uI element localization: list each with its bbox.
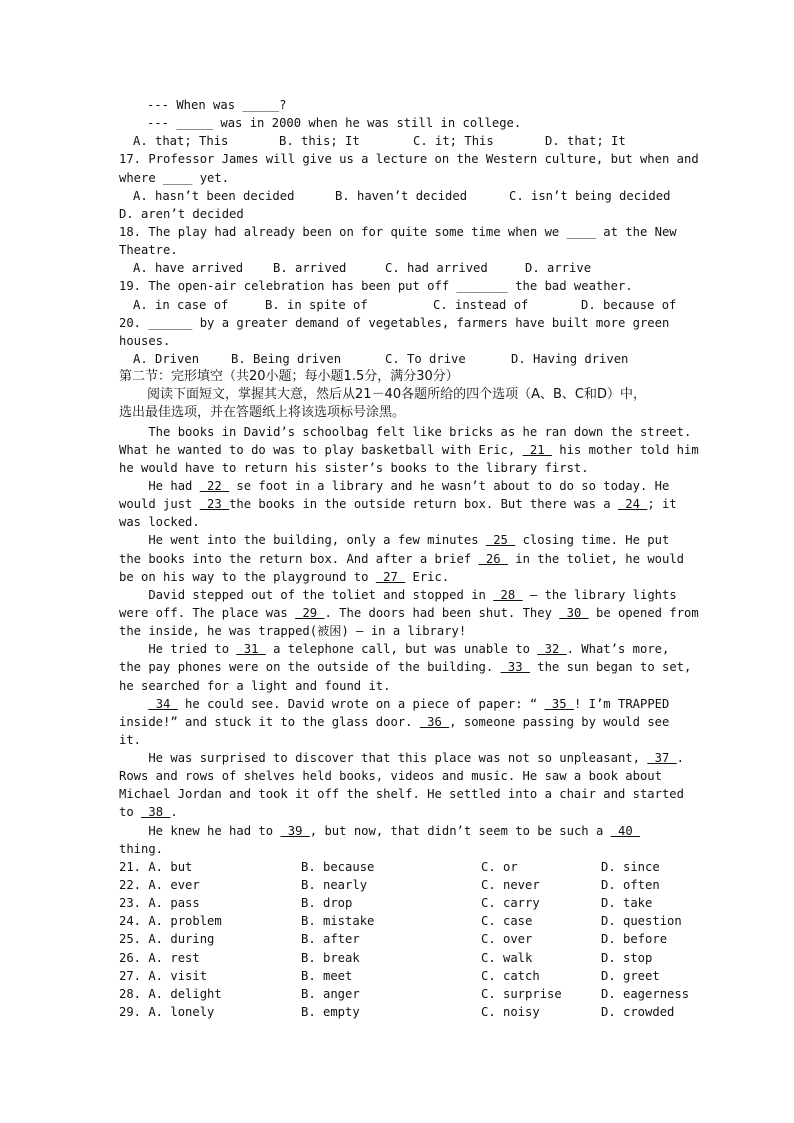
option: C. it; This: [413, 134, 494, 149]
q19-line1: 19. The open-air celebration has been put off _______ the bad weather.: [119, 279, 633, 294]
passage-text: the inside, he was trapped(被困) — in a library!: [119, 624, 467, 639]
answer-option: C. surprise: [481, 986, 562, 1001]
passage-text: Michael Jordan and took it off the shelf. He settled into a chair and started: [119, 787, 684, 802]
passage-line: [119, 713, 675, 731]
passage-text: it.: [119, 732, 142, 747]
section-title: 第二节：完形填空（共20小题；每小题1.5分，满分30分）: [119, 369, 459, 385]
passage-line: [119, 604, 699, 622]
option: B. arrived: [273, 261, 347, 276]
answer-option: B. anger: [301, 986, 360, 1001]
passage-text: He knew he had to: [119, 823, 281, 838]
q18-options: [119, 259, 675, 277]
answer-option: D. since: [601, 859, 660, 874]
passage-line: [119, 550, 685, 568]
answer-option: C. catch: [481, 968, 540, 983]
answer-option: C. never: [481, 878, 540, 893]
answer-option: 29. A. lonely: [119, 1005, 215, 1020]
blank-number: 25: [485, 533, 516, 548]
answer-row: [119, 949, 675, 967]
blank-number: 26: [478, 551, 508, 566]
passage-line: [119, 658, 692, 676]
blank-number: 23: [199, 497, 230, 512]
answer-row: [119, 858, 675, 876]
passage-text: the sun began to set,: [529, 660, 692, 675]
option: A. that; This: [133, 134, 229, 149]
q20-line1: 20. ______ by a greater demand of vegetables, farmers have built more green: [119, 315, 670, 330]
blank-number: 28: [493, 587, 523, 602]
answer-option: B. mistake: [301, 914, 375, 929]
passage-line: [119, 513, 675, 531]
option: A. hasn’t been decided: [133, 188, 295, 203]
option: D. that; It: [545, 134, 626, 149]
q16-line2: --- _____ was in 2000 when he was still in college.: [147, 116, 522, 131]
passage-text: was locked.: [119, 515, 200, 530]
answer-option: C. case: [481, 914, 533, 929]
passage-text: The books in David’s schoolbag felt like bricks as he ran down the street.: [119, 424, 692, 439]
answer-option: B. because: [301, 859, 375, 874]
passage-line: [119, 495, 675, 513]
blank-number: 31: [236, 642, 266, 657]
blank-number: 30: [559, 605, 589, 620]
passage-text: — the library lights: [522, 587, 677, 602]
blank-number: 24: [617, 497, 648, 512]
option: B. in spite of: [265, 297, 368, 312]
passage-line: [119, 531, 675, 549]
blank-number: 39: [280, 823, 310, 838]
passage-line: [119, 677, 675, 695]
answer-row: [119, 894, 675, 912]
answer-row: [119, 876, 675, 894]
answer-option: 28. A. delight: [119, 986, 222, 1001]
answer-option: D. eagerness: [601, 986, 690, 1001]
answer-option: C. over: [481, 932, 533, 947]
passage-text: .: [170, 805, 178, 820]
answer-option: 25. A. during: [119, 932, 215, 947]
option: B. this; It: [279, 134, 360, 149]
answer-option: D. crowded: [601, 1005, 675, 1020]
answer-options: [119, 858, 690, 1021]
answer-option: B. after: [301, 932, 360, 947]
passage-line: [119, 785, 684, 803]
answer-option: 23. A. pass: [119, 896, 200, 911]
passage-text: were off. The place was: [119, 605, 296, 620]
blank-number: 33: [500, 660, 530, 675]
q16-line1: --- When was _____?: [147, 98, 287, 112]
passage-line: [119, 731, 675, 749]
answer-row: [119, 985, 690, 1003]
answer-option: 24. A. problem: [119, 914, 222, 929]
answer-option: B. meet: [301, 968, 353, 983]
passage-text: David stepped out of the toliet and stopped in: [119, 587, 494, 602]
option: B. Being driven: [231, 351, 342, 366]
passage-line: [119, 568, 675, 586]
blank-number: 29: [295, 605, 325, 620]
passage-text: He tried to: [119, 642, 237, 657]
blank-number: 34: [148, 696, 178, 711]
option: C. had arrived: [385, 261, 488, 276]
answer-option: D. stop: [601, 950, 653, 965]
passage-text: the books in the outside return box. But there was a: [229, 497, 618, 512]
option: C. instead of: [433, 297, 529, 312]
passage-line: [119, 767, 675, 785]
passage-text: He went into the building, only a few minutes: [119, 533, 486, 548]
answer-option: B. drop: [301, 896, 353, 911]
answer-row: [119, 967, 675, 985]
passage-text: be opened from: [588, 605, 699, 620]
passage-text: would just: [119, 497, 200, 512]
passage-text: What he wanted to do was to play basketball with Eric,: [119, 442, 523, 457]
passage-text: the books into the return box. And after a brief: [119, 551, 479, 566]
passage-line: [119, 749, 685, 767]
passage-text: his mother told him: [551, 442, 699, 457]
passage-text: ! I’m TRAPPED: [573, 696, 670, 711]
passage-text: He had: [119, 478, 200, 493]
passage-line: [119, 822, 675, 840]
blank-number: 27: [375, 569, 406, 584]
answer-option: D. greet: [601, 968, 660, 983]
blank-number: 22: [199, 478, 230, 493]
passage-line: [119, 423, 692, 441]
answer-option: 21. A. but: [119, 859, 193, 874]
answer-row: [119, 930, 675, 948]
section-instruction-2: 选出最佳选项，并在答题纸上将该选项标号涂黑。: [119, 405, 406, 421]
answer-option: D. question: [601, 914, 682, 929]
option: A. have arrived: [133, 261, 244, 276]
passage-line: [119, 459, 675, 477]
passage-line: [119, 477, 675, 495]
passage-text: se foot in a library and he wasn’t about to do so today. He: [229, 478, 670, 493]
option: C. isn’t being decided: [509, 188, 671, 203]
passage-text: thing.: [119, 841, 164, 856]
q18-line2: Theatre.: [119, 243, 178, 258]
blank-number: 32: [537, 642, 567, 657]
answer-option: B. nearly: [301, 878, 368, 893]
q17-line1: 17. Professor James will give us a lecture on the Western culture, but when and: [119, 152, 699, 167]
passage-text: to: [119, 805, 142, 820]
passage-text: Rows and rows of shelves held books, videos and music. He saw a book about: [119, 769, 662, 784]
answer-option: D. before: [601, 932, 668, 947]
q20-options: [119, 350, 675, 368]
passage-line: [119, 622, 675, 640]
passage-line: [119, 441, 699, 459]
option: D. Having driven: [511, 351, 629, 366]
passage-text: . The doors had been shut. They: [324, 605, 560, 620]
answer-option: D. often: [601, 878, 660, 893]
answer-option: 27. A. visit: [119, 968, 208, 983]
answer-option: B. empty: [301, 1005, 360, 1020]
option: A. in case of: [133, 297, 229, 312]
blank-number: 35: [544, 696, 574, 711]
passage-text: inside!” and stuck it to the glass door.: [119, 714, 420, 729]
answer-option: C. walk: [481, 950, 533, 965]
passage-text: , someone passing by would see: [449, 714, 670, 729]
blank-number: 36: [419, 714, 450, 729]
blank-number: 21: [522, 442, 552, 457]
passage-line: [119, 840, 675, 858]
passage-text: , but now, that didn’t seem to be such a: [309, 823, 611, 838]
passage-text: Eric.: [405, 569, 450, 584]
passage-text: the pay phones were on the outside of the building.: [119, 660, 501, 675]
passage-text: he could see. David wrote on a piece of paper: “: [177, 696, 545, 711]
cloze-passage: [119, 423, 699, 858]
q17-option-d: D. aren’t decided: [119, 206, 244, 221]
passage-text: a telephone call, but was unable to: [265, 642, 538, 657]
passage-text: [119, 697, 148, 711]
answer-row: [119, 912, 682, 930]
answer-option: B. break: [301, 950, 360, 965]
answer-row: [119, 1003, 675, 1021]
answer-option: D. take: [601, 896, 653, 911]
option: C. To drive: [385, 351, 466, 366]
q20-line2: houses.: [119, 333, 171, 348]
passage-text: .: [676, 751, 685, 766]
answer-option: C. noisy: [481, 1005, 540, 1020]
q19-options: [119, 296, 675, 314]
passage-line: [119, 803, 675, 821]
q16-options: [119, 132, 675, 150]
passage-text: He was surprised to discover that this place was not so unpleasant,: [119, 751, 648, 766]
exam-page: [119, 96, 699, 1021]
answer-option: C. carry: [481, 896, 540, 911]
passage-text: . What’s more,: [566, 642, 670, 657]
option: D. arrive: [525, 261, 592, 276]
passage-text: ; it: [647, 497, 677, 512]
answer-option: C. or: [481, 859, 518, 874]
passage-text: he would have to return his sister’s books to the library first.: [119, 460, 589, 475]
option: D. because of: [581, 297, 677, 312]
q17-options: [119, 187, 675, 205]
answer-option: 22. A. ever: [119, 878, 200, 893]
blank-number: 38: [141, 805, 171, 820]
passage-line: [119, 640, 675, 658]
blank-number: 40: [610, 823, 640, 838]
option: B. haven’t decided: [335, 188, 468, 203]
passage-text: he searched for a light and found it.: [119, 678, 391, 693]
passage-text: be on his way to the playground to: [119, 569, 376, 584]
q18-line1: 18. The play had already been on for quite some time when we ____ at the New: [119, 224, 677, 239]
q17-line2: where ____ yet.: [119, 170, 230, 185]
blank-number: 37: [647, 751, 677, 766]
passage-text: closing time. He put: [515, 533, 670, 548]
option: A. Driven: [133, 351, 200, 366]
answer-option: 26. A. rest: [119, 950, 200, 965]
passage-text: in the toliet, he would: [507, 551, 685, 566]
section-instruction-1: 阅读下面短文，掌握其大意，然后从21－40各题所给的四个选项（A、B、C和D）中，: [147, 387, 646, 403]
passage-line: [119, 695, 675, 713]
passage-line: [119, 586, 675, 604]
